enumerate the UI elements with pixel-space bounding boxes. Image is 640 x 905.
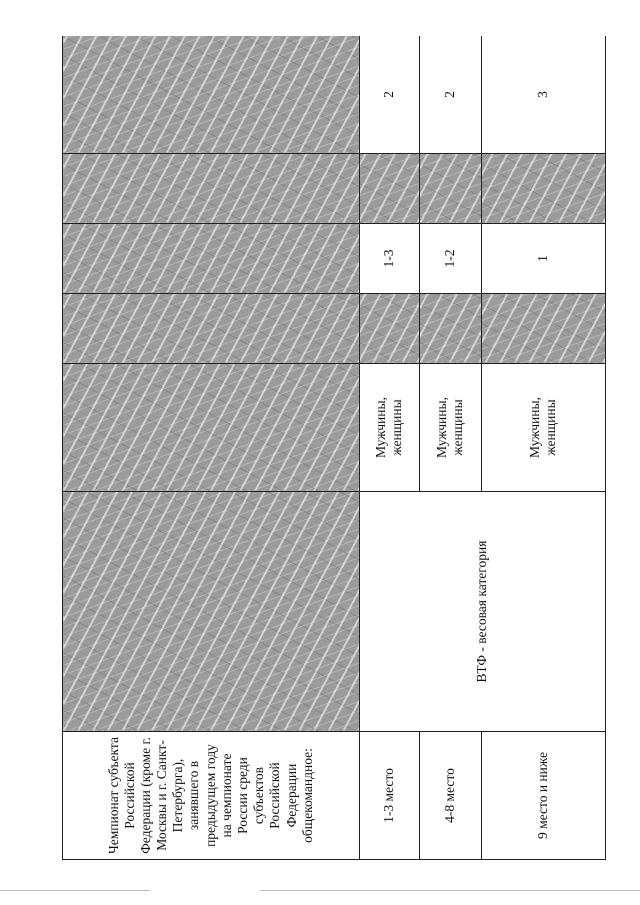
gender-cell xyxy=(359,364,419,492)
place-text: 4-8 место xyxy=(442,768,458,823)
competition-name-cell xyxy=(63,732,360,860)
gender-cell xyxy=(419,364,481,492)
shaded-cell xyxy=(63,224,360,294)
places-range-text: 1 xyxy=(535,255,551,262)
gender-cell xyxy=(481,364,605,492)
competition-name-text: Чемпионат субъекта Российской Федерации (кроме г. Москвы и г. Санкт-Петербурга), занявшего в предыдущем году на чемпионате России среди субъектов Российской Федерации общекомандное: xyxy=(105,737,315,854)
place-cell xyxy=(359,732,419,860)
count-text: 2 xyxy=(442,91,458,98)
shaded-cell xyxy=(359,154,419,224)
table-row xyxy=(419,36,481,860)
shaded-cell xyxy=(359,294,419,364)
shaded-cell xyxy=(63,492,360,732)
places-range-cell xyxy=(359,224,419,294)
count-text: 2 xyxy=(380,91,396,98)
table-row xyxy=(359,36,419,860)
shaded-cell xyxy=(481,294,605,364)
place-text: 9 место и ниже xyxy=(535,751,551,840)
count-text: 3 xyxy=(535,91,551,98)
gender-text: Мужчины, женщины xyxy=(372,397,405,458)
shaded-cell xyxy=(63,36,360,154)
shaded-cell xyxy=(419,154,481,224)
count-cell xyxy=(481,36,605,154)
weight-category-cell xyxy=(359,492,605,732)
table-row xyxy=(481,36,605,860)
places-range-cell xyxy=(481,224,605,294)
scan-edge-line xyxy=(0,890,150,891)
rotated-table-area xyxy=(62,36,606,860)
place-text: 1-3 место xyxy=(380,768,396,823)
shaded-cell xyxy=(63,294,360,364)
gender-text: Мужчины, женщины xyxy=(434,397,466,458)
table-rotation-wrapper xyxy=(62,36,606,860)
shaded-cell xyxy=(63,364,360,492)
count-cell xyxy=(359,36,419,154)
weight-category-text: ВТФ - весовая категория xyxy=(474,540,490,683)
shaded-cell xyxy=(481,154,605,224)
places-range-text: 1-3 xyxy=(380,249,396,268)
place-cell xyxy=(419,732,481,860)
place-cell xyxy=(481,732,605,860)
count-cell xyxy=(419,36,481,154)
competition-table xyxy=(62,36,606,860)
header-row xyxy=(63,36,360,860)
places-range-text: 1-2 xyxy=(442,249,458,268)
shaded-cell xyxy=(419,294,481,364)
scan-edge-line xyxy=(260,890,640,891)
shaded-cell xyxy=(63,154,360,224)
gender-text: Мужчины, женщины xyxy=(527,397,559,458)
places-range-cell xyxy=(419,224,481,294)
